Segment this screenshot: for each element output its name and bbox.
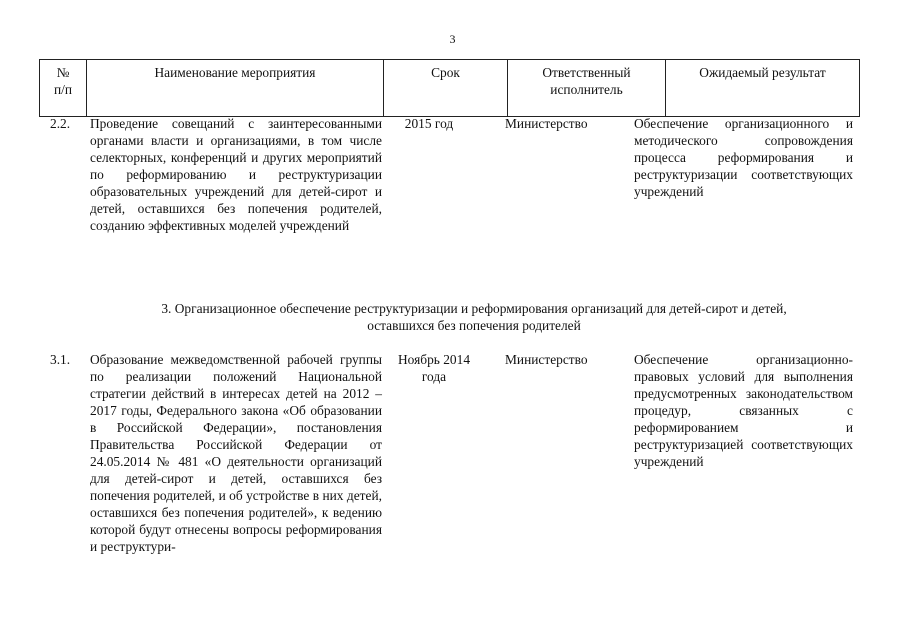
row-result: Обеспечение организационного и методического сопровождения процесса реформирования и реструктуризации соответствующих учреждений (634, 116, 853, 199)
row-term: Ноябрь 2014 года (398, 352, 471, 384)
table-header (39, 59, 860, 117)
row-number: 3.1. (50, 352, 71, 367)
section-title-line2: оставшихся без попечения родителей (367, 318, 581, 333)
row-number: 2.2. (50, 116, 71, 131)
header-term: Срок (383, 60, 507, 116)
row-result: Обеспечение организационно-правовых условий для выполнения предусмотренных законодательством процедур, связанных с реформированием и реструктуризацией соответствующих учреждений (634, 352, 853, 469)
header-name: Наименование мероприятия (86, 60, 383, 116)
header-num: № п/п (39, 60, 86, 116)
row-name: Проведение совещаний с заинтересованными органами власти и организациями, в том числе селекторных, конференций и других мероприятий по реформированию и реструктуризации образовательных учреждений для детей-сирот и детей, оставшихся без попечения родителей, созданию эффективных моделей учреждений (90, 116, 382, 233)
row-responsible: Министерство (505, 116, 588, 131)
header-responsible: Ответственный исполнитель (507, 60, 665, 116)
section-title (84, 300, 864, 334)
header-result: Ожидаемый результат (665, 60, 860, 116)
row-name: Образование межведомственной рабочей группы по реализации положений Национальной стратегии действий в интересах детей на 2012 – 2017 годы, Федерального закона «Об образовании в Российской Федерации», постановления Правительства Российской Федерации от 24.05.2014 № 481 «О деятельности организаций для детей-сирот и детей, оставшихся без попечения родителей, и об устройстве в них детей, оставшихся без попечения родителей», к ведению которой будут отнесены вопросы реформирования и реструктури- (90, 352, 382, 554)
row-responsible: Министерство (505, 352, 588, 367)
section-title-line1: 3. Организационное обеспечение реструктуризации и реформирования организаций для детей-сирот и детей, (161, 301, 787, 316)
row-term: 2015 год (404, 116, 454, 131)
page-number: 3 (449, 32, 456, 46)
